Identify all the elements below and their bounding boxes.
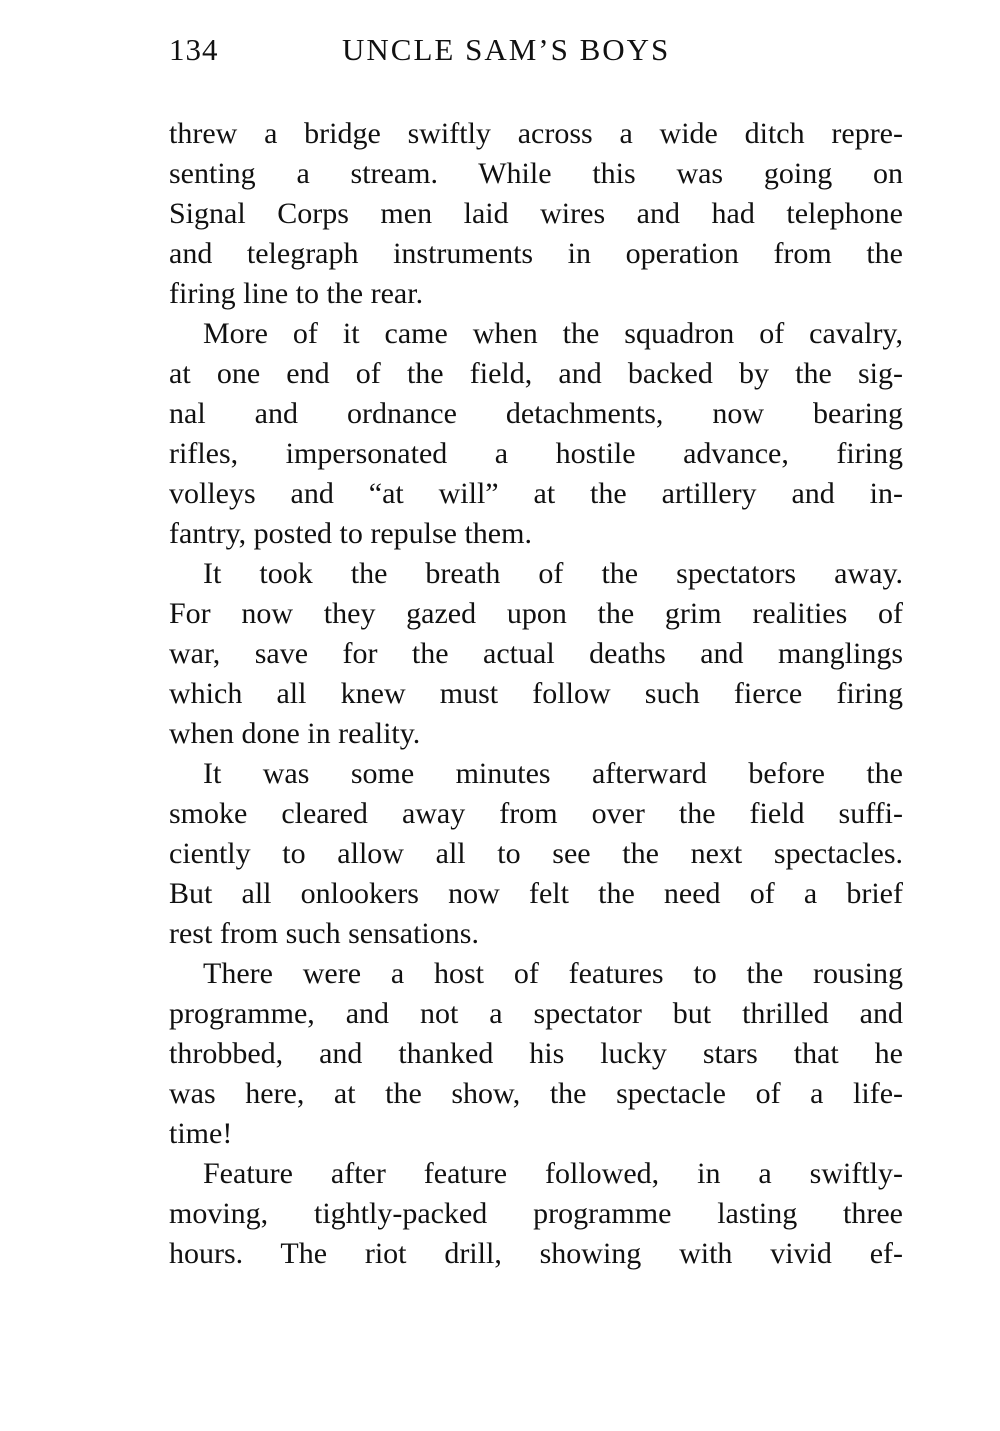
text-line: rifles, impersonated a hostile advance, firing	[169, 437, 903, 470]
paragraph	[169, 954, 903, 1154]
text-line: throbbed, and thanked his lucky stars that he	[169, 1037, 903, 1070]
text-line: It took the breath of the spectators away.	[203, 557, 903, 590]
paragraph	[169, 114, 903, 314]
paragraph	[169, 754, 903, 954]
text-line: There were a host of features to the rousing	[203, 957, 903, 990]
text-line: For now they gazed upon the grim realities of	[169, 597, 903, 630]
page-header	[169, 32, 903, 76]
text-line: which all knew must follow such fierce firing	[169, 677, 903, 710]
text-line: programme, and not a spectator but thrilled and	[169, 997, 903, 1030]
text-line: moving, tightly-packed programme lasting three	[169, 1197, 903, 1230]
text-line: war, save for the actual deaths and manglings	[169, 637, 903, 670]
text-line: when done in reality.	[169, 717, 421, 750]
text-line: ciently to allow all to see the next spectacles.	[169, 837, 903, 870]
text-line: rest from such sensations.	[169, 917, 479, 950]
text-line: But all onlookers now felt the need of a brief	[169, 877, 903, 910]
paragraph	[169, 314, 903, 554]
body-text	[169, 114, 903, 1274]
text-line: and telegraph instruments in operation from the	[169, 237, 903, 270]
text-line: Feature after feature followed, in a swiftly-	[203, 1157, 903, 1190]
text-line: time!	[169, 1117, 233, 1150]
paragraph	[169, 554, 903, 754]
text-line: threw a bridge swiftly across a wide ditch repre-	[169, 117, 903, 150]
text-line: at one end of the field, and backed by the sig-	[169, 357, 903, 390]
running-title: UNCLE SAM’S BOYS	[342, 32, 671, 67]
text-line: firing line to the rear.	[169, 277, 424, 310]
page-number: 134	[169, 32, 219, 67]
paragraph	[169, 1154, 903, 1274]
text-line: fantry, posted to repulse them.	[169, 517, 532, 550]
text-line: nal and ordnance detachments, now bearing	[169, 397, 903, 430]
text-line: It was some minutes afterward before the	[203, 757, 903, 790]
text-line: hours. The riot drill, showing with vivid ef-	[169, 1237, 903, 1270]
text-line: More of it came when the squadron of cavalry,	[203, 317, 903, 350]
text-line: volleys and “at will” at the artillery and in-	[169, 477, 903, 510]
text-line: smoke cleared away from over the field suffi-	[169, 797, 903, 830]
text-line: was here, at the show, the spectacle of a life-	[169, 1077, 903, 1110]
text-line: senting a stream. While this was going on	[169, 157, 903, 190]
text-line: Signal Corps men laid wires and had telephone	[169, 197, 903, 230]
